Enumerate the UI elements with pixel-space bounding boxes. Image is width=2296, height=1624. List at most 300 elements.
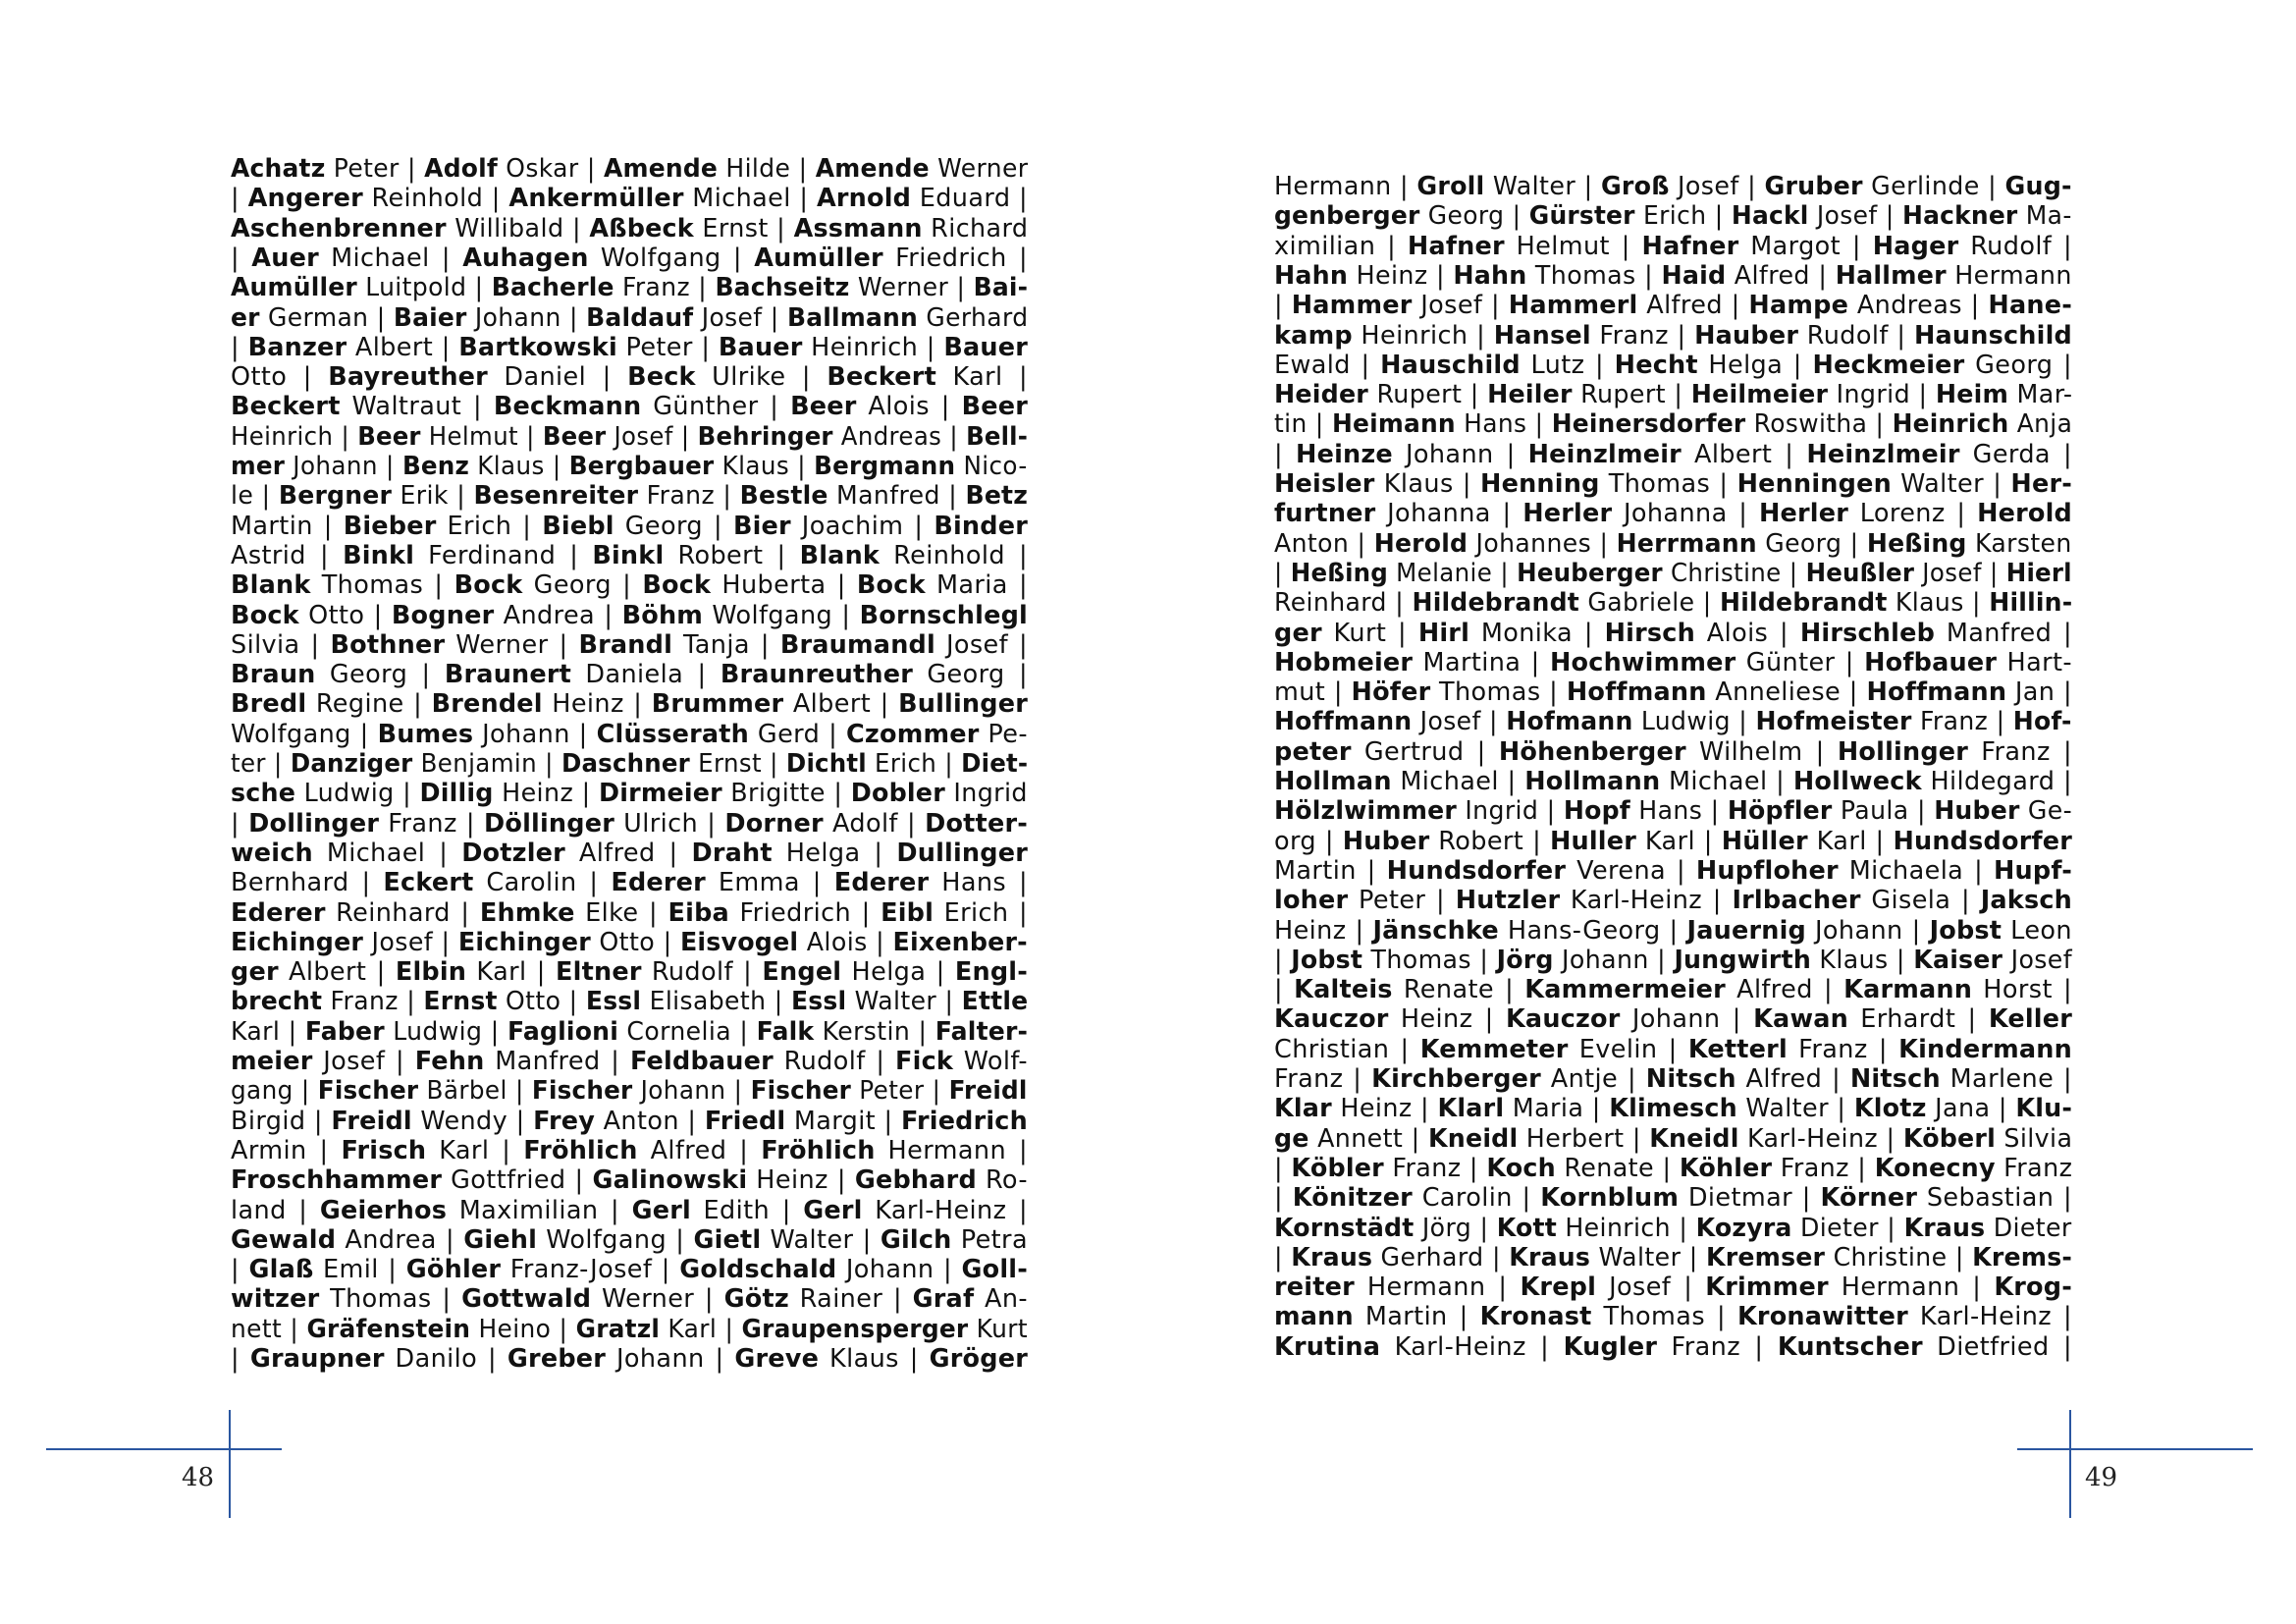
given-name-text: Franz | [1772, 1153, 1875, 1183]
surname: Dullinger [896, 838, 1028, 868]
text-line [1274, 916, 2072, 946]
surname: Bayreuther [328, 362, 488, 393]
given-name-text: Franz | [1274, 1064, 1372, 1094]
surname: Frisch [341, 1135, 427, 1165]
given-name-text: Rupert | [1367, 380, 1488, 410]
surname: Ederer [833, 868, 930, 898]
given-name-text: Hermann | [1274, 172, 1417, 201]
given-name-text: Johann | [285, 452, 402, 481]
surname: Bergmann [814, 452, 956, 481]
given-name-text: Tanja | [672, 629, 780, 660]
surname: Jänschke [1372, 915, 1499, 946]
surname: Hutzler [1455, 886, 1561, 916]
surname: Elbin [395, 957, 467, 988]
surname: Gug- [2004, 172, 2072, 201]
given-name-text: Werner [929, 154, 1029, 184]
given-name-text: | [1274, 1153, 1292, 1183]
surname: Klu- [2015, 1094, 2073, 1124]
surname: Betz [965, 481, 1029, 512]
given-name-text: Johannes | [1468, 528, 1617, 559]
surname: Eichinger [457, 927, 591, 957]
given-name-text: Pe- [979, 719, 1028, 749]
given-name-text: | [231, 1344, 250, 1374]
given-name-text: Gerlinde | [1862, 172, 2005, 201]
given-name-text: Antje | [1540, 1064, 1646, 1094]
surname: Hackner [1901, 201, 2018, 232]
surname: Hirschleb [1799, 618, 1936, 648]
surname: Fehn [414, 1047, 485, 1076]
surname: Beckmann [493, 392, 642, 422]
surname: Hane- [1988, 291, 2072, 321]
surname: Jauernig [1686, 915, 1806, 946]
given-name-text: Andreas | [1848, 291, 1989, 321]
surname: furtner [1274, 499, 1376, 529]
given-name-text: Hermann | [1828, 1272, 1995, 1303]
given-name-text: Alois | [798, 927, 893, 957]
given-name-text: Marlene | [1940, 1064, 2072, 1094]
surname: Heimann [1332, 409, 1456, 440]
surname: loher [1274, 886, 1349, 916]
given-name-text: Alfred | [1725, 975, 1844, 1005]
surname: Heilmeier [1690, 380, 1829, 410]
text-line [1274, 528, 2072, 559]
surname: Henning [1480, 469, 1600, 499]
surname: Hammer [1291, 291, 1413, 321]
text-line [1274, 1064, 2072, 1094]
surname: Huber [1342, 826, 1430, 856]
surname: Braunert [444, 660, 572, 690]
surname: Heckmeier [1812, 350, 1965, 380]
surname: Hupf- [1994, 855, 2072, 886]
surname: Gratzl [575, 1314, 661, 1344]
given-name-text: Otto | [590, 927, 680, 957]
surname: Könitzer [1292, 1183, 1413, 1214]
surname: Kneidl [1649, 1123, 1739, 1154]
given-name-text: Franz | [1383, 1153, 1487, 1183]
surname: Gürster [1528, 201, 1635, 232]
surname: brecht [231, 987, 323, 1017]
given-name-text: Heinz | [1348, 260, 1454, 291]
surname: Galinowski [592, 1165, 748, 1196]
given-name-text: Ro- [976, 1165, 1028, 1196]
surname: Hecht [1614, 350, 1698, 380]
surname: Bacherle [491, 273, 614, 303]
surname: Gruber [1764, 172, 1863, 201]
surname: Kirchberger [1371, 1064, 1541, 1094]
text-line [1274, 558, 2072, 588]
surname: Döllinger [484, 808, 615, 839]
given-name-text: Walter | [1891, 469, 2011, 499]
surname: Kaiser [1913, 945, 2003, 975]
given-name-text: Rainer | [788, 1284, 913, 1315]
given-name-text: Monika | [1469, 618, 1605, 648]
surname: Beckert [827, 362, 936, 393]
surname: Aumüller [231, 273, 357, 303]
surname: Ballmann [786, 302, 918, 333]
given-name-text: Johann | [1553, 945, 1675, 975]
given-name-text: Hildegard | [1921, 767, 2073, 796]
surname: Krimmer [1705, 1272, 1829, 1303]
given-name-text: Heinrich | [802, 332, 944, 362]
surname: Bauer [718, 332, 803, 362]
surname: Hammerl [1508, 291, 1638, 321]
given-name-text: Ewald | [1274, 350, 1381, 380]
surname: Kauczor [1274, 1004, 1389, 1035]
given-name-text: Johann | [632, 1076, 751, 1107]
given-name-text: Johann | [1805, 915, 1930, 946]
given-name-text: Andrea | [336, 1224, 464, 1255]
given-name-text: Josef | [606, 421, 698, 452]
surname: Kalteis [1294, 975, 1393, 1005]
given-name-text: tin | [1274, 409, 1333, 440]
surname: Hollinger [1837, 736, 1969, 767]
surname: Keller [1988, 1004, 2072, 1035]
given-name-text: Michael | [683, 184, 817, 214]
text-line [1274, 1242, 2073, 1272]
given-name-text: Ulrich | [614, 808, 725, 839]
given-name-text: Herbert | [1518, 1123, 1650, 1154]
given-name-text: Elisabeth | [641, 987, 791, 1017]
given-name-text: Klaus | [1810, 945, 1914, 975]
given-name-text: Josef | [1808, 201, 1902, 232]
surname: Bachseitz [715, 273, 850, 303]
surname: Dorner [724, 808, 824, 839]
surname: Beer [790, 392, 857, 422]
surname: Kuntscher [1777, 1331, 1923, 1362]
surname: mann [1274, 1302, 1354, 1332]
given-name-text: Huberta | [711, 570, 857, 601]
text-line [1274, 886, 2072, 915]
surname: Baier [393, 302, 467, 333]
given-name-text: Franz | [1787, 1034, 1899, 1064]
given-name-text: Martin | [231, 511, 344, 541]
given-name-text: Wolfgang | [703, 600, 860, 630]
surname: Goll- [961, 1255, 1028, 1285]
given-name-text: Leon [2002, 915, 2072, 946]
surname: Klimesch [1609, 1094, 1737, 1124]
surname: Falter- [934, 1016, 1029, 1047]
surname: Kronawitter [1736, 1302, 1908, 1332]
surname: Dotzler [461, 838, 565, 868]
crop-mark-right-horizontal [2017, 1448, 2253, 1450]
given-name-text: Wendy | [411, 1106, 534, 1136]
surname: Greber [507, 1344, 607, 1374]
surname: Gröger [929, 1344, 1028, 1374]
text-line [1274, 619, 2072, 648]
given-name-text: | [231, 184, 248, 214]
given-name-text: Renate | [1392, 975, 1525, 1005]
text-line [1274, 588, 2073, 619]
crop-mark-left-horizontal [46, 1448, 282, 1450]
surname: Heßing [1290, 558, 1388, 588]
surname: Herler [1522, 499, 1613, 529]
surname: Amende [603, 154, 719, 184]
given-name-text: Ludwig | [1632, 707, 1756, 737]
given-name-text: Thomas | [1599, 469, 1737, 499]
given-name-text: Helga | [841, 957, 955, 988]
given-name-text: Peter | [325, 154, 425, 184]
surname: Essl [585, 987, 642, 1017]
given-name-text: Danilo | [384, 1344, 507, 1374]
surname: Kraus [1903, 1213, 1986, 1243]
given-name-text: Karl | [466, 957, 557, 988]
surname: Gräfenstein [306, 1314, 471, 1344]
given-name-text: Ernst | [693, 213, 794, 244]
surname: Bumes [377, 719, 474, 749]
text-line [1274, 1123, 2073, 1154]
surname: Fröhlich [523, 1135, 638, 1165]
given-name-text: ximilian | [1274, 231, 1408, 261]
surname: Hof- [2012, 707, 2072, 737]
surname: Brandl [578, 629, 673, 660]
surname: Engl- [954, 957, 1028, 988]
given-name-text: Wolfgang | [537, 1224, 694, 1255]
given-name-text: Heinz | [747, 1165, 855, 1196]
surname: Huller [1549, 826, 1636, 856]
given-name-text: Wolfgang | [231, 719, 378, 749]
text-line [1274, 1332, 2072, 1362]
given-name-text: Evelin | [1568, 1034, 1688, 1064]
given-name-text: Carolin | [473, 868, 612, 898]
given-name-text: Martina | [1413, 647, 1550, 677]
surname: genberger [1274, 201, 1420, 232]
surname: Bergbauer [568, 452, 715, 481]
given-name-text: Heinz | [1331, 1094, 1438, 1124]
surname: Friedl [704, 1106, 786, 1136]
surname: Amende [815, 154, 930, 184]
surname: Huber [1934, 796, 2020, 827]
surname: Hoffmann [1274, 707, 1413, 737]
surname: Heßing [1866, 528, 1967, 559]
given-name-text: Franz | [1968, 736, 2072, 767]
given-name-text: Karl-Heinz | [1738, 1123, 1903, 1154]
given-name-text: Gisela | [1860, 886, 1981, 916]
given-name-text: Regine | [306, 689, 432, 720]
given-name-text: Heinz | [1274, 915, 1373, 946]
surname: mer [231, 452, 286, 481]
given-name-text: Jörg | [1414, 1213, 1497, 1243]
given-name-text: Günther | [641, 392, 791, 422]
given-name-text: Erik | [392, 481, 474, 512]
given-name-text: Birgid | [231, 1106, 332, 1136]
surname: Hallmer [1835, 260, 1947, 291]
given-name-text: Manfred | [828, 481, 966, 512]
given-name-text: Benjamin | [412, 749, 561, 779]
given-name-text: Albert | [1681, 439, 1807, 469]
given-name-text: Karl-Heinz | [1380, 1331, 1564, 1362]
surname: Gewald [231, 1224, 337, 1255]
surname: Ketterl [1687, 1034, 1788, 1064]
given-name-text: Gabriele | [1578, 588, 1721, 619]
surname: sche [231, 779, 296, 809]
surname: Goldschald [679, 1255, 837, 1285]
surname: Hahn [1453, 260, 1527, 291]
surname: Kemmeter [1419, 1034, 1569, 1064]
text-line [1274, 232, 2072, 261]
given-name-text: Karl | [1807, 826, 1894, 856]
surname: Hackl [1731, 201, 1809, 232]
given-name-text: Michael | [1391, 767, 1525, 796]
surname: Freidl [331, 1106, 412, 1136]
surname: Giehl [463, 1224, 538, 1255]
surname: Gebhard [854, 1165, 977, 1196]
text-line [1274, 440, 2072, 469]
surname: Dirmeier [599, 779, 722, 809]
surname: Kott [1496, 1213, 1557, 1243]
given-name-text: ter | [231, 749, 291, 779]
given-name-text: Ulrike | [695, 362, 828, 393]
surname: Krog- [1994, 1272, 2073, 1303]
surname: Bergner [278, 481, 393, 512]
given-name-text: Erich | [1634, 201, 1732, 232]
surname: Binkl [592, 540, 665, 570]
surname: Bai- [973, 273, 1029, 303]
surname: peter [1274, 736, 1352, 767]
surname: Heinrich [1892, 409, 2009, 440]
given-name-text: Bärbel | [418, 1076, 532, 1107]
surname: Achatz [231, 154, 326, 184]
given-name-text: Thomas | [1362, 945, 1497, 975]
given-name-text: Josef | [693, 302, 787, 333]
given-name-text: Hans | [1629, 796, 1728, 827]
surname: Hofmann [1506, 707, 1633, 737]
surname: Köbler [1291, 1153, 1384, 1183]
page-number-right: 49 [2085, 1463, 2118, 1492]
given-name-text: nett | [231, 1314, 307, 1344]
surname: Ederer [611, 868, 706, 898]
surname: Hafner [1641, 231, 1739, 261]
surname: Graupner [249, 1344, 385, 1374]
given-name-text: Silvia [1995, 1123, 2073, 1154]
text-line [1274, 1004, 2072, 1034]
surname: Heiler [1487, 380, 1573, 410]
surname: Hager [1872, 231, 1959, 261]
surname: Draht [691, 838, 773, 868]
surname: kamp [1274, 320, 1353, 351]
given-name-text: Johann | [473, 719, 597, 749]
surname: Aschenbrenner [231, 213, 447, 244]
surname: Heinze [1296, 439, 1393, 469]
surname: Bock [642, 570, 712, 601]
given-name-text: Manfred | [484, 1047, 630, 1076]
surname: Essl [790, 987, 847, 1017]
given-name-text: Karl-Heinz | [1907, 1302, 2073, 1332]
given-name-text: | [1274, 439, 1297, 469]
surname: Göhler [405, 1255, 502, 1285]
given-name-text: Heino | [470, 1314, 576, 1344]
text-line [1274, 975, 2072, 1004]
page-number-left: 48 [182, 1463, 215, 1492]
surname: Hillin- [1989, 588, 2073, 619]
given-name-text: Peter | [851, 1076, 949, 1107]
text-line [1274, 1302, 2072, 1331]
surname: Hauber [1694, 320, 1799, 351]
given-name-text: Otto | [298, 600, 392, 630]
given-name-text: Klaus | [819, 1344, 930, 1374]
text-line [1274, 945, 2073, 975]
given-name-text: Thomas | [1526, 260, 1662, 291]
surname: Jobst [1929, 915, 2002, 946]
text-line [1274, 172, 2072, 201]
surname: Feldbauer [629, 1047, 774, 1076]
given-name-text: Waltraut | [340, 392, 494, 422]
given-name-text: Franz | [1911, 707, 2013, 737]
surname: meier [231, 1047, 313, 1076]
given-name-text: Dietmar | [1679, 1183, 1821, 1214]
given-name-text: Josef | [1412, 707, 1507, 737]
text-line [1274, 1153, 2073, 1183]
given-name-text: Edith | [690, 1195, 804, 1225]
given-name-text: Georg | [614, 511, 733, 541]
surname: Ettle [961, 987, 1029, 1017]
surname: Krutina [1274, 1331, 1381, 1362]
given-name-text: Horst | [1972, 975, 2072, 1005]
given-name-text: Jan | [2006, 677, 2073, 708]
given-name-text: Hans | [1455, 409, 1552, 440]
surname: Hollmann [1524, 767, 1661, 796]
surname: Herold [1977, 499, 2072, 529]
surname: Blank [231, 570, 311, 601]
given-name-text: German | [259, 302, 394, 333]
surname: Eckert [383, 868, 474, 898]
given-name-text: Hilde | [718, 154, 816, 184]
text-line [1274, 291, 2072, 320]
surname: Baldauf [586, 302, 694, 333]
given-name-text: Peter | [616, 332, 719, 362]
given-name-text: Albert | [783, 689, 899, 720]
given-name-text: Albert | [278, 957, 396, 988]
surname: Heuberger [1517, 558, 1663, 588]
surname: Beer [961, 392, 1028, 422]
surname: Fick [895, 1047, 954, 1076]
given-name-text: Anton | [595, 1106, 705, 1136]
given-name-text: Helmut | [1504, 231, 1642, 261]
surname: Hildebrandt [1412, 588, 1579, 619]
given-name-text: Heinz | [1388, 1004, 1506, 1035]
surname: Eisvogel [679, 927, 799, 957]
given-name-text: Verena | [1566, 855, 1696, 886]
surname: Bornschlegl [859, 600, 1028, 630]
text-line [1274, 707, 2072, 737]
surname: Beer [357, 421, 421, 452]
given-name-text: Alfred | [1726, 260, 1836, 291]
given-name-text: Martin | [1274, 855, 1387, 886]
given-name-text: Ma- [2017, 201, 2072, 232]
surname: Biebl [542, 511, 614, 541]
given-name-text: Michael | [312, 838, 462, 868]
surname: Höhenberger [1498, 736, 1686, 767]
given-name-text: Wolf- [953, 1047, 1028, 1076]
given-name-text: le | [231, 481, 279, 512]
surname: Herold [1373, 528, 1468, 559]
surname: Dichtl [785, 749, 867, 779]
surname: Heinzlmeir [1527, 439, 1682, 469]
given-name-text: land | [231, 1195, 320, 1225]
surname: Braumandl [779, 629, 935, 660]
given-name-text: Bernhard | [231, 868, 384, 898]
surname: Bock [856, 570, 926, 601]
given-name-text: Karl-Heinz | [862, 1195, 1028, 1225]
given-name-text: Robert | [1429, 826, 1550, 856]
given-name-text: Karl | [935, 362, 1028, 393]
given-name-text: Werner | [591, 1284, 724, 1315]
surname: Fischer [531, 1076, 633, 1107]
given-name-text: Josef | [1596, 1272, 1706, 1303]
given-name-text: Johann | [466, 302, 587, 333]
surname: Bothner [330, 629, 446, 660]
given-name-text: Rupert | [1572, 380, 1691, 410]
given-name-text: Cornelia | [618, 1016, 757, 1047]
